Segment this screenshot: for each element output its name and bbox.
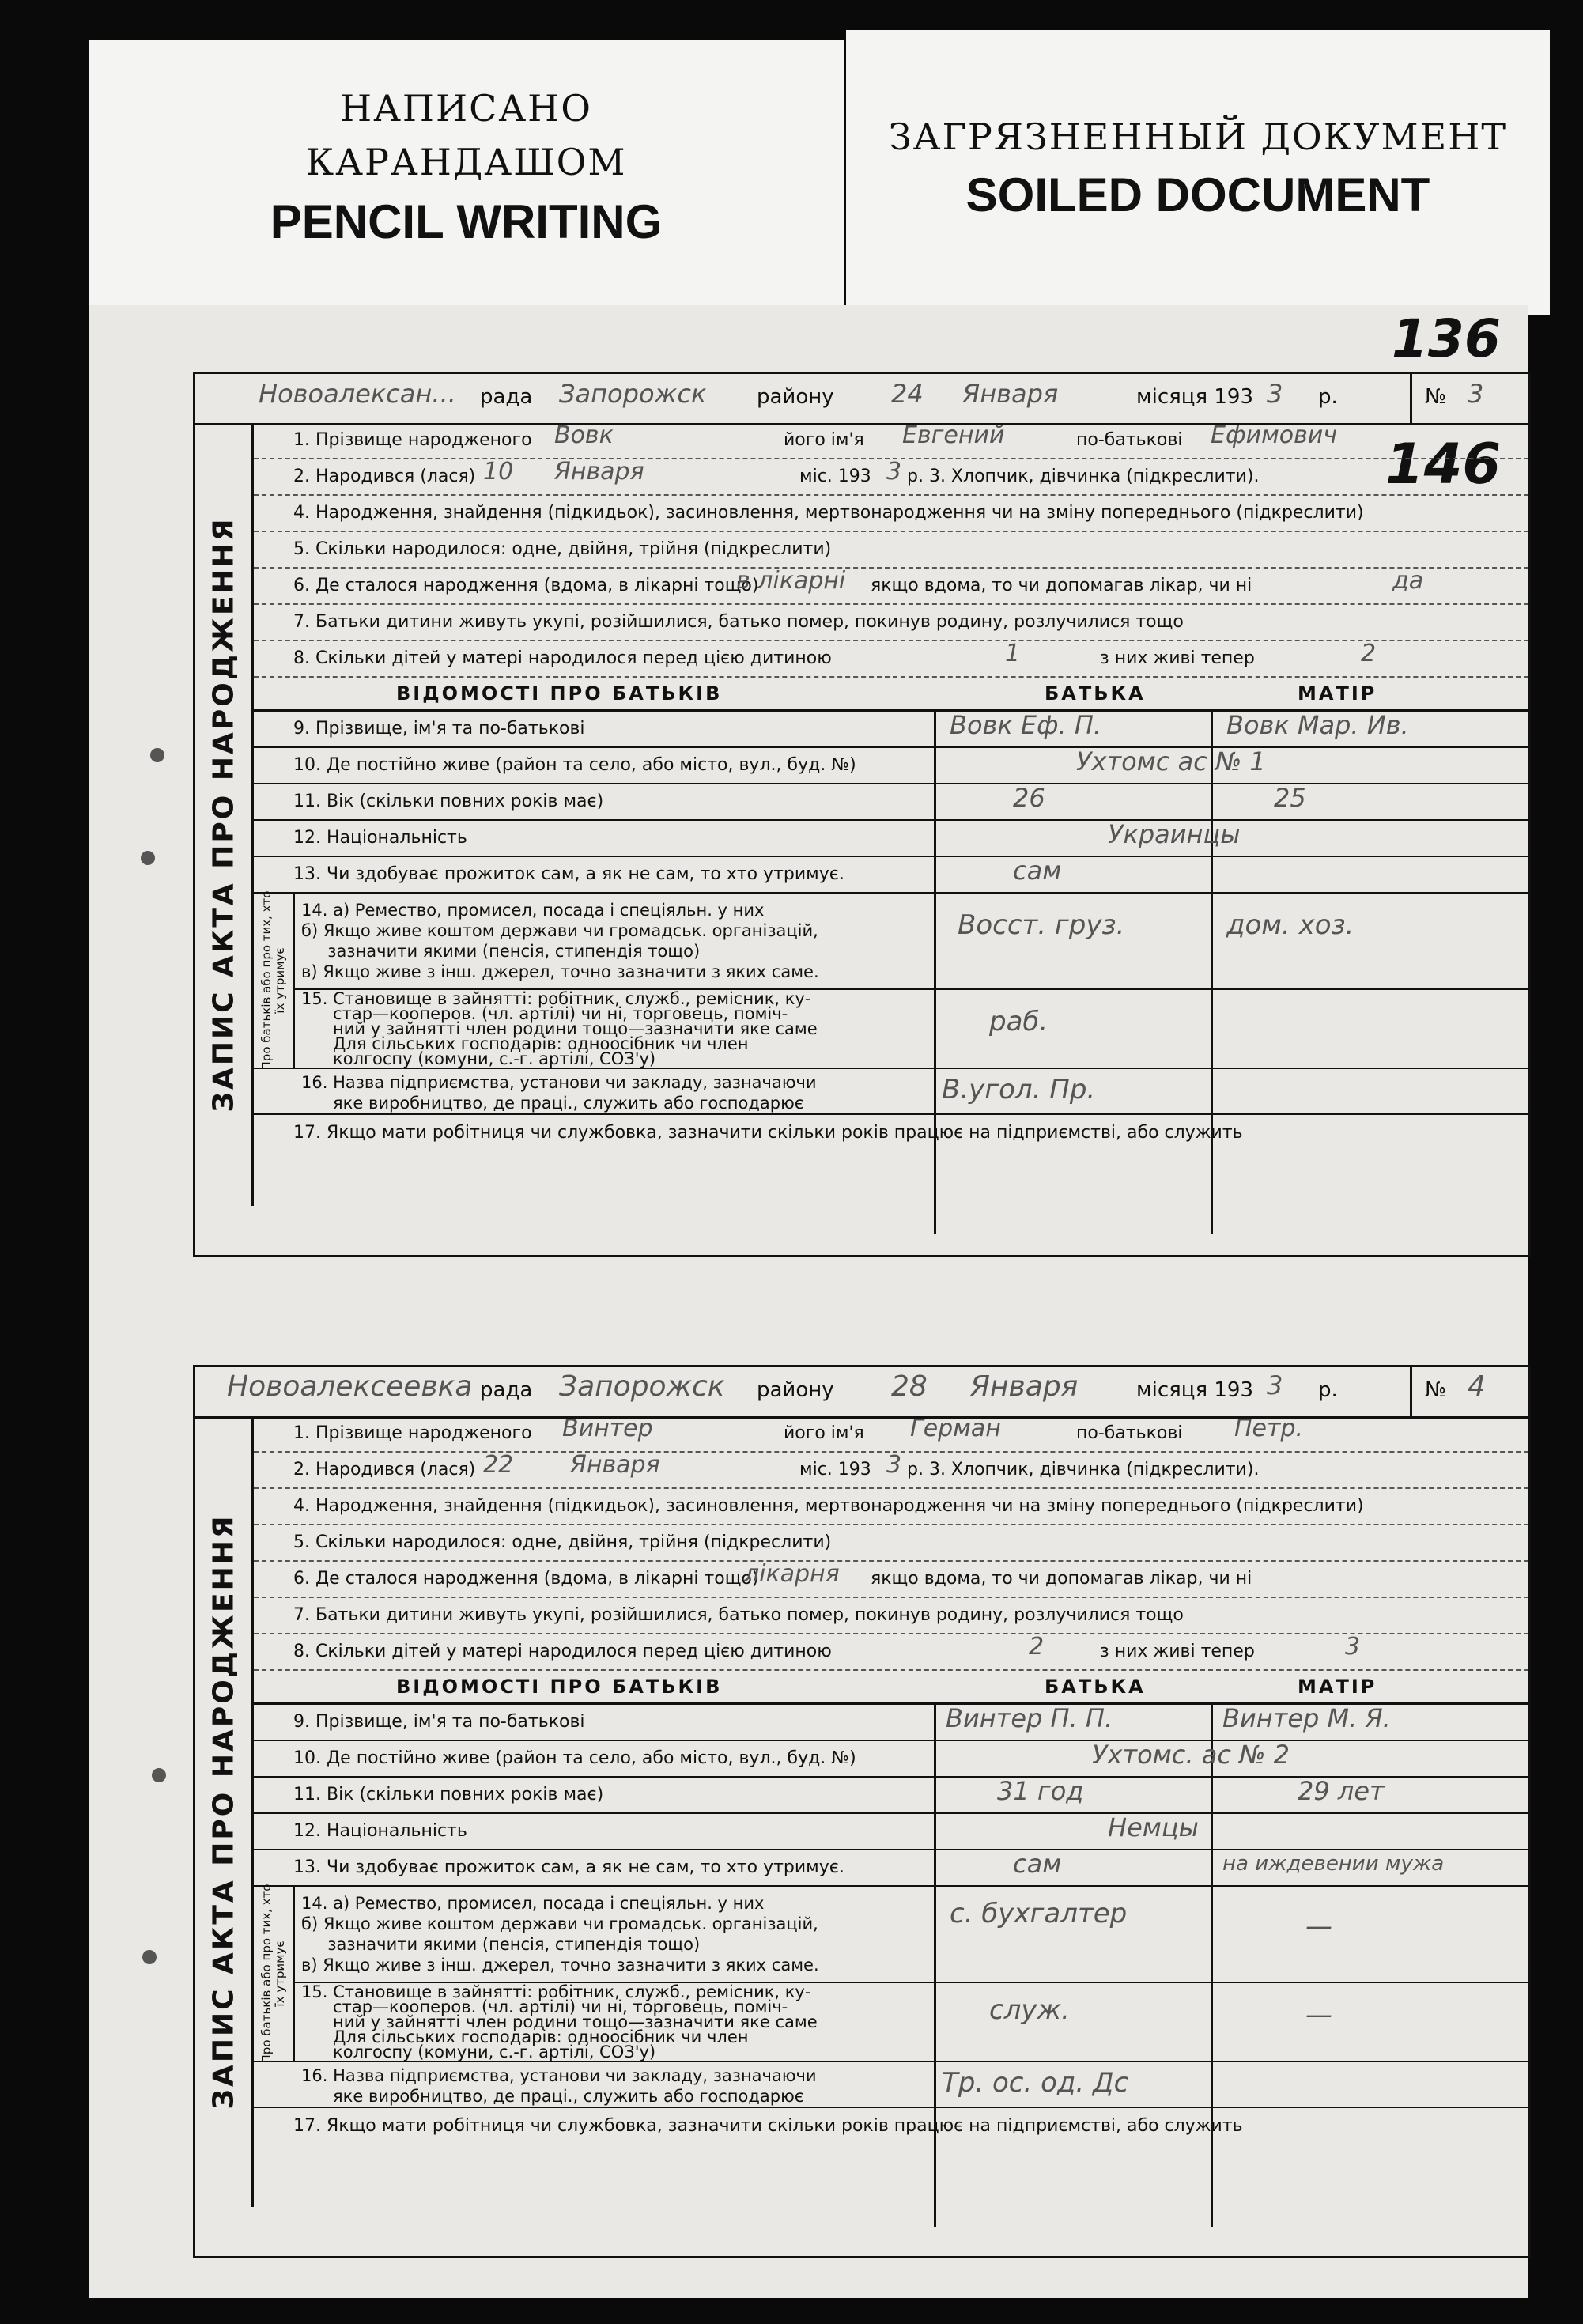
row-label: 13. Чи здобуває прожиток сам, а як не сам, то хто утримує. [293,1857,844,1877]
hw-village: Запорожск [559,1370,725,1403]
hw-mother-age: 25 [1274,783,1306,813]
row-label: якщо вдома, то чи допомагав лікар, чи ні [871,1569,1252,1589]
hw-month: Января [970,1370,1079,1403]
row-11 [254,784,1528,821]
row-label: 10. Де постійно живе (район та село, або місто, вул., буд. №) [293,1748,856,1768]
hw-surname: Вовк [554,421,614,449]
no-label: № [1425,385,1447,409]
father-column-header: БАТЬКА [1045,1676,1146,1698]
row-label: 6. Де сталося народження (вдома, в лікарні тощо) [293,1569,759,1589]
form-header [195,374,1528,425]
side-note-text: Про батьків або про тих, хто їх утримує [259,1884,287,2064]
form-title: ЗАПИС АКТА ПРО НАРОДЖЕННЯ [207,516,240,1113]
label-line: PENCIL WRITING [270,195,663,248]
hw-rada: Новоалексеевка [227,1370,473,1403]
hw-month: Января [962,379,1059,409]
row-6 [254,569,1528,605]
row-label: 2. Народився (лася) [293,1460,476,1479]
row-label: його ім'я [784,430,864,450]
row-label: з них живі тепер [1100,1642,1255,1661]
pencil-writing-label [89,40,844,324]
row-label: 11. Вік (скільки повних років має) [293,792,604,811]
punch-hole [152,1768,166,1782]
row-13 [254,1850,1528,1887]
row-1 [254,423,1528,459]
birth-record-form-1 [193,372,1531,1257]
row-label: з них живі тепер [1100,648,1255,668]
row-label: міс. 193 [799,1460,871,1479]
hw-mother-name: Вовк Мар. Ив. [1226,710,1409,740]
row-6 [254,1562,1528,1598]
row-label: 9. Прізвище, ім'я та по-батькові [293,719,585,739]
row-label: 5. Скільки народилося: одне, двійня, трійня (підкреслити) [293,1532,832,1552]
page-number-stamp: 136 [1392,308,1501,369]
hw-father-name: Вовк Еф. П. [950,710,1102,740]
row-label: 1. Прізвище народженого [293,1423,532,1443]
hw-father-age: 26 [1013,783,1045,813]
hw-number: 3 [1468,379,1484,409]
hw-children-before: 2 [1029,1633,1045,1661]
row-15 [293,1983,1528,2062]
form-side-title [195,423,254,1206]
row-label: його ім'я [784,1423,864,1443]
hw-born-month: Января [570,1451,660,1479]
record-number-box [1410,1367,1528,1416]
rada-label: рада [480,385,533,409]
row-1 [254,1416,1528,1453]
row-10 [254,748,1528,784]
punch-hole [142,1950,157,1964]
form-title: ЗАПИС АКТА ПРО НАРОДЖЕННЯ [207,1513,240,2110]
row-17 [254,1115,1528,1150]
label-line: НАПИСАНО [339,87,593,130]
hw-born-month: Января [554,458,644,486]
punch-hole [150,748,164,762]
row-label: 12. Національність [293,1821,467,1841]
r-label: р. [1318,1378,1338,1402]
label-line: ЗАГРЯЗНЕННЫЙ ДОКУМЕНТ [888,115,1508,158]
soiled-document-label [846,30,1550,315]
hw-father-support: сам [1013,1849,1062,1879]
row-label: 11. Вік (скільки повних років має) [293,1785,604,1804]
section-title: ВІДОМОСТІ ПРО БАТЬКІВ [396,682,723,705]
record-number-box [1410,374,1528,423]
row-label: по-батькові [1076,1423,1183,1443]
form-header [195,1367,1528,1419]
row-8 [254,1634,1528,1671]
row-label: 14. а) Ремество, промисел, посада і спеціяльн. у них б) Якщо живе коштом держави чи громадськ. організацій, зазначити якими (пенсія, стипендія тощо) в) Якщо живе з інш. джерел, точно зазначити з яких саме. [301,1894,819,1974]
row-label: 8. Скільки дітей у матері народилося перед цією дитиною [293,648,832,668]
row-label: р. 3. Хлопчик, дівчинка (підкреслити). [907,467,1260,486]
hw-nationality: Немцы [1108,1812,1199,1842]
row-17 [254,2108,1528,2143]
r-label: р. [1318,385,1338,409]
row-2 [254,459,1528,496]
hw-day: 24 [891,379,924,409]
label-line: КАРАНДАШОМ [305,141,627,183]
side-note [254,1884,295,2064]
hw-nationality: Украинцы [1108,819,1241,849]
row-label: 12. Національність [293,828,467,848]
row-16 [254,1069,1528,1115]
hw-father-workplace: Тр. ос. од. Дс [942,2067,1129,2099]
hw-birth-place: в лікарні [736,567,846,595]
side-note-text: Про батьків або про тих, хто їх утримує [259,890,287,1071]
parents-section-header [254,1671,1528,1705]
row-12 [254,821,1528,857]
row-label: 6. Де сталося народження (вдома, в лікарні тощо) [293,576,759,595]
row-label: 9. Прізвище, ім'я та по-батькові [293,1712,585,1732]
row-4 [254,496,1528,532]
row-label: 13. Чи здобуває прожиток сам, а як не сам, то хто утримує. [293,864,844,884]
hw-mother-support: на иждевении мужа [1222,1852,1445,1876]
row-label: 15. Становище в зайнятті: робітник, служб., ремісник, ку- стар—кооперов. (чл. артілі) чи ні, торговець, поміч- ний у зайнятті член родини тощо—зазначити яке саме Для сільських господарів: одноосібник чи член колгоспу (комуни, с.-г. артілі, СОЗ'у) [301,1982,818,2061]
hw-surname: Винтер [562,1415,653,1442]
row-label: 14. а) Ремество, промисел, посада і спеціяльн. у них б) Якщо живе коштом держави чи громадськ. організацій, зазначити якими (пенсія, стипендія тощо) в) Якщо живе з інш. джерел, точно зазначити з яких саме. [301,901,819,981]
record-number-stamp: 146 [1385,432,1502,497]
row-9 [254,712,1528,748]
occupation-block [254,890,1528,1071]
hw-born-day: 10 [483,458,514,486]
row-label: міс. 193 [799,467,871,486]
hw-father-age: 31 год [997,1776,1084,1806]
hw-doctor: да [1392,567,1424,595]
hw-children-before: 1 [1005,640,1021,667]
rada-label: рада [480,1378,533,1402]
row-7 [254,605,1528,641]
hw-mother-name: Винтер М. Я. [1222,1703,1391,1733]
row-label: 10. Де постійно живе (район та село, або місто, вул., буд. №) [293,755,856,775]
document-page [89,305,1528,2298]
birth-record-form-2 [193,1365,1531,2258]
hw-year: 3 [1267,379,1283,409]
hw-day: 28 [891,1370,928,1403]
row-7 [254,1598,1528,1634]
row-14 [293,1887,1528,1983]
row-label: 4. Народження, знайдення (підкидьок), засиновлення, мертвонародження чи на зміну попереднього (підкреслити) [293,503,1364,523]
row-label: 5. Скільки народилося: одне, двійня, трійня (підкреслити) [293,539,832,559]
row-5 [254,532,1528,569]
punch-hole [141,851,155,865]
occupation-block [254,1884,1528,2064]
hw-support: сам [1013,856,1062,886]
row-4 [254,1489,1528,1525]
hw-father-job: с. бухгалтер [950,1898,1128,1929]
hw-mother-status: — [1305,1999,1332,2031]
hw-rada: Новоалексан... [259,379,456,409]
hw-address: Ухтомс. ас № 2 [1092,1740,1290,1770]
hw-born-year: 3 [886,458,902,486]
row-10 [254,1741,1528,1778]
row-5 [254,1525,1528,1562]
row-label: 8. Скільки дітей у матері народилося перед цією дитиною [293,1642,832,1661]
row-label: 15. Становище в зайнятті: робітник, служб., ремісник, ку- стар—кооперов. (чл. артілі) чи ні, торговець, поміч- ний у зайнятті член родини тощо—зазначити яке саме Для сільських господарів: одноосібник чи член колгоспу (комуни, с.-г. артілі, СОЗ'у) [301,989,818,1068]
mother-column-header: МАТІР [1298,682,1377,705]
hw-patronymic: Петр. [1234,1415,1304,1442]
row-label: по-батькові [1076,430,1183,450]
hw-year: 3 [1267,1370,1283,1400]
row-16 [254,2062,1528,2108]
row-label: 16. Назва підприємства, установи чи закладу, зазначаючи яке виробництво, де праці., служить або господарює [301,1073,817,1113]
month-label: місяця 193 [1136,1378,1254,1402]
row-14 [293,894,1528,990]
hw-mother-age: 29 лет [1298,1776,1385,1806]
hw-address: Ухтомс ас № 1 [1076,746,1266,777]
hw-village: Запорожск [559,379,707,409]
row-13 [254,857,1528,894]
hw-mother-job: — [1305,1910,1332,1942]
row-label: 2. Народився (лася) [293,467,476,486]
row-8 [254,641,1528,678]
hw-father-job: Восст. груз. [958,909,1125,941]
mother-column-header: МАТІР [1298,1676,1377,1698]
row-label: 17. Якщо мати робітниця чи службовка, зазначити скільки років працює на підприємстві, або служить [293,1123,1243,1143]
hw-father-name: Винтер П. П. [946,1703,1113,1733]
form-rows [254,1416,1528,2143]
row-label: 4. Народження, знайдення (підкидьок), засиновлення, мертвонародження чи на зміну попереднього (підкреслити) [293,1496,1364,1516]
month-label: місяця 193 [1136,385,1254,409]
hw-name: Евгений [902,421,1005,449]
label-line: SOILED DOCUMENT [965,168,1430,221]
hw-father-status: служ. [989,1994,1070,2026]
hw-number: 4 [1468,1370,1486,1403]
hw-children-alive: 3 [1345,1633,1361,1661]
hw-patronymic: Ефимович [1211,421,1337,449]
row-15 [293,990,1528,1069]
section-title: ВІДОМОСТІ ПРО БАТЬКІВ [396,1676,723,1698]
row-label: 17. Якщо мати робітниця чи службовка, зазначити скільки років працює на підприємстві, або служить [293,2116,1243,2136]
hw-children-alive: 2 [1361,640,1377,667]
parents-table [254,712,1528,1150]
no-label: № [1425,1378,1447,1402]
hw-father-status: раб. [989,1006,1048,1037]
hw-mother-job: дом. хоз. [1226,909,1354,941]
row-12 [254,1814,1528,1850]
row-label: р. 3. Хлопчик, дівчинка (підкреслити). [907,1460,1260,1479]
rayon-label: району [757,1378,834,1402]
form-side-title [195,1416,254,2207]
parents-table [254,1705,1528,2143]
side-note [254,890,295,1071]
row-11 [254,1778,1528,1814]
form-rows [254,423,1528,1150]
row-label: якщо вдома, то чи допомагав лікар, чи ні [871,576,1252,595]
father-column-header: БАТЬКА [1045,682,1146,705]
hw-birth-place: лікарня [744,1560,840,1588]
hw-born-day: 22 [483,1451,514,1479]
hw-born-year: 3 [886,1451,902,1479]
hw-father-workplace: В.угол. Пр. [942,1074,1096,1105]
row-label: 1. Прізвище народженого [293,430,532,450]
parents-section-header [254,678,1528,712]
row-9 [254,1705,1528,1741]
row-2 [254,1453,1528,1489]
row-label: 16. Назва підприємства, установи чи закладу, зазначаючи яке виробництво, де праці., служить або господарює [301,2066,817,2106]
rayon-label: району [757,385,834,409]
row-label: 7. Батьки дитини живуть укупі, розійшилися, батько помер, покинув родину, розлучилися тощо [293,612,1184,632]
row-label: 7. Батьки дитини живуть укупі, розійшилися, батько помер, покинув родину, розлучилися тощо [293,1605,1184,1625]
hw-name: Герман [910,1415,1001,1442]
